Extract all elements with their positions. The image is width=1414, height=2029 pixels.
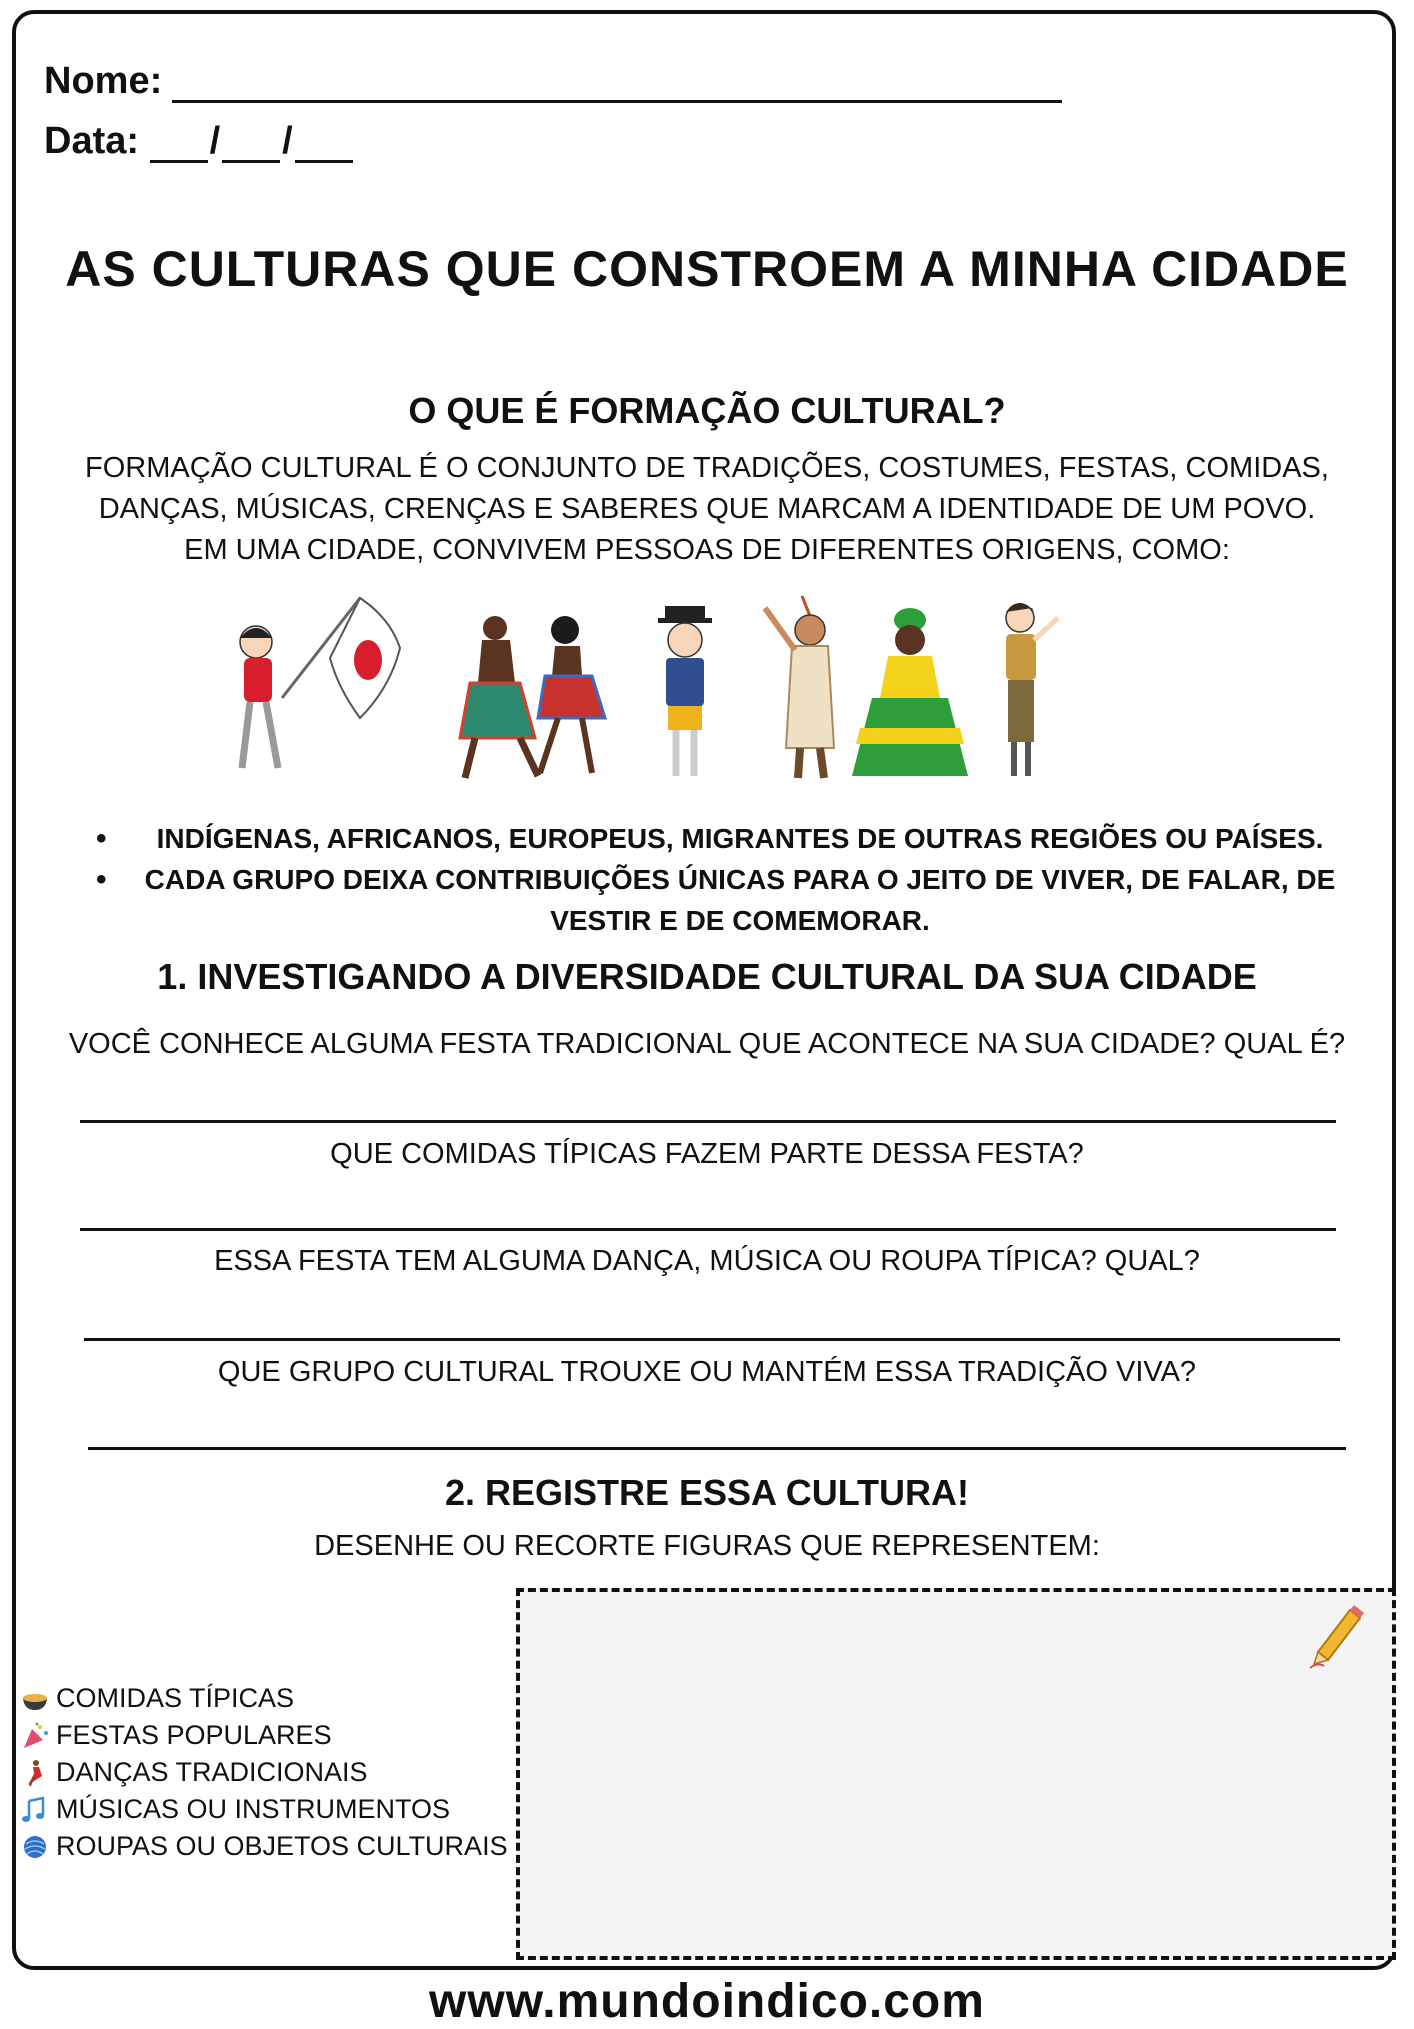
section2-instruction: DESENHE OU RECORTE FIGURAS QUE REPRESENTEM: xyxy=(314,1530,1100,1562)
bullet-item: • CADA GRUPO DEIXA CONTRIBUIÇÕES ÚNICAS PARA O JEITO DE VIVER, DE FALAR, DE VESTIR E DE COMEMORAR. xyxy=(90,859,1350,941)
category-item-parties xyxy=(20,1717,508,1754)
origin-bullet-list xyxy=(90,818,1350,941)
category-label: MÚSICAS OU INSTRUMENTOS xyxy=(56,1794,451,1824)
question-3: ESSA FESTA TEM ALGUMA DANÇA, MÚSICA OU ROUPA TÍPICA? QUAL? xyxy=(214,1245,1200,1277)
question-4: QUE GRUPO CULTURAL TROUXE OU MANTÉM ESSA TRADIÇÃO VIVA? xyxy=(217,1356,1197,1388)
intro-text: FORMAÇÃO CULTURAL É O CONJUNTO DE TRADIÇÕES, COSTUMES, FESTAS, COMIDAS, DANÇAS, MÚSICAS, CRENÇAS E SABERES QUE MARCAM A IDENTIDADE DE UM POVO. EM UMA CIDADE, CONVIVEM PESSOAS DE DIFERENTES ORIGENS, COMO: xyxy=(85,452,1329,566)
cultural-figures-illustration xyxy=(220,588,1210,788)
date-day-blank[interactable] xyxy=(150,128,208,163)
section2-heading: 2. REGISTRE ESSA CULTURA! xyxy=(444,1472,970,1513)
name-blank[interactable] xyxy=(172,68,1062,103)
answer-line-2[interactable] xyxy=(80,1228,1336,1231)
pencil-icon xyxy=(1306,1600,1366,1670)
category-item-food xyxy=(20,1680,508,1717)
african-dancers-figure xyxy=(460,616,605,778)
japanese-child-figure xyxy=(240,598,400,768)
bullet-item: • INDÍGENAS, AFRICANOS, EUROPEUS, MIGRANTES DE OUTRAS REGIÕES OU PAÍSES. xyxy=(90,818,1350,859)
music-notes-icon xyxy=(20,1795,50,1825)
dancer-icon xyxy=(20,1758,50,1788)
category-label: COMIDAS TÍPICAS xyxy=(56,1683,295,1713)
cultural-figures-svg xyxy=(220,588,1210,788)
woman-figure xyxy=(1006,603,1058,776)
category-item-dances xyxy=(20,1754,508,1791)
indigenous-figure xyxy=(765,596,834,778)
date-separator: / xyxy=(282,120,293,162)
yarn-icon xyxy=(20,1832,50,1862)
european-boy-figure xyxy=(658,606,712,776)
date-label: Data: xyxy=(44,120,140,162)
answer-line-1[interactable] xyxy=(80,1120,1336,1123)
answer-line-3[interactable] xyxy=(84,1338,1340,1341)
date-separator: / xyxy=(209,120,221,162)
answer-line-4[interactable] xyxy=(88,1447,1346,1450)
question-2: QUE COMIDAS TÍPICAS FAZEM PARTE DESSA FESTA? xyxy=(330,1138,1084,1170)
bowl-icon xyxy=(20,1684,50,1714)
question-1: VOCÊ CONHECE ALGUMA FESTA TRADICIONAL QUE ACONTECE NA SUA CIDADE? QUAL É? xyxy=(68,1028,1346,1060)
footer-website: www.mundoindico.com xyxy=(429,1975,985,2028)
date-field[interactable] xyxy=(44,120,353,163)
name-field[interactable] xyxy=(44,60,1062,103)
name-label: Nome: xyxy=(44,60,163,102)
category-list xyxy=(20,1680,508,1865)
baiana-figure xyxy=(852,608,968,776)
category-item-music xyxy=(20,1791,508,1828)
party-popper-icon xyxy=(20,1721,50,1751)
category-item-clothes xyxy=(20,1828,508,1865)
date-year-blank[interactable] xyxy=(295,128,353,163)
intro-heading: O QUE É FORMAÇÃO CULTURAL? xyxy=(408,390,1006,431)
date-month-blank[interactable] xyxy=(222,128,280,163)
category-label: FESTAS POPULARES xyxy=(56,1720,332,1750)
category-label: DANÇAS TRADICIONAIS xyxy=(56,1757,368,1787)
category-label: ROUPAS OU OBJETOS CULTURAIS xyxy=(56,1831,508,1861)
section1-heading: 1. INVESTIGANDO A DIVERSIDADE CULTURAL DA SUA CIDADE xyxy=(157,956,1257,997)
drawing-area[interactable] xyxy=(516,1588,1396,1960)
page-title: AS CULTURAS QUE CONSTROEM A MINHA CIDADE xyxy=(65,241,1349,297)
